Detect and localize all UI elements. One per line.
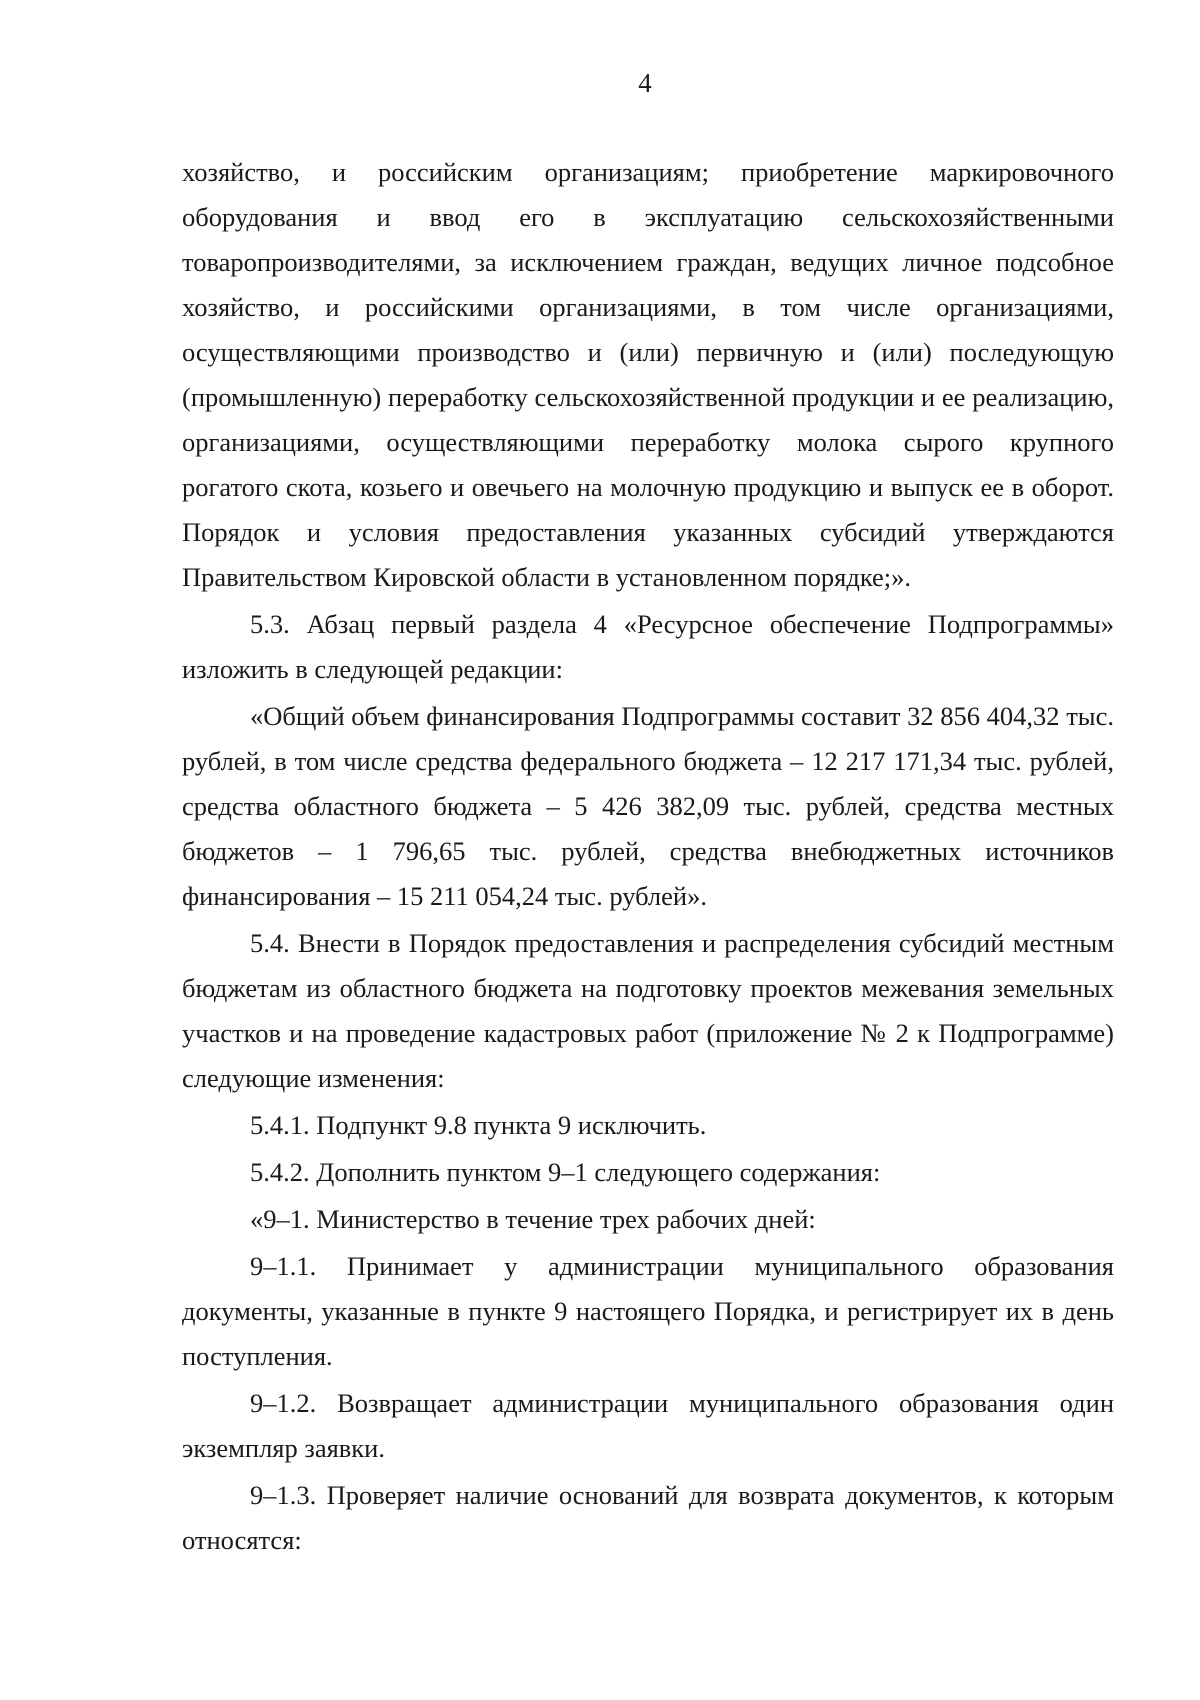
- page-number: 4: [638, 68, 652, 98]
- paragraph-5-4-1: 5.4.1. Подпункт 9.8 пункта 9 исключить.: [250, 1110, 707, 1140]
- document-body: [182, 150, 1114, 1563]
- paragraph-5-4-2: 5.4.2. Дополнить пунктом 9–1 следующего содержания:: [250, 1157, 881, 1187]
- paragraph-funding-quote: «Общий объем финансирования Подпрограммы составит 32 856 404,32 тыс. рублей, в том числе средства федерального бюджета – 12 217 171,34 тыс. рублей, средства областного бюджета – 5 426 382,09 тыс. рублей, средства местных бюджетов – 1 796,65 тыс. рублей, средства внебюджетных источников финансирования – 15 211 054,24 тыс. рублей».: [182, 701, 1114, 911]
- paragraph-5-3: 5.3. Абзац первый раздела 4 «Ресурсное обеспечение Подпрограммы» изложить в следующей редакции:: [182, 609, 1114, 684]
- paragraph-9-1-2: 9–1.2. Возвращает администрации муниципального образования один экземпляр заявки.: [182, 1388, 1114, 1463]
- paragraph-9-1: «9–1. Министерство в течение трех рабочих дней:: [250, 1204, 816, 1234]
- paragraph-9-1-1: 9–1.1. Принимает у администрации муниципального образования документы, указанные в пункте 9 настоящего Порядка, и регистрирует их в день поступления.: [182, 1251, 1114, 1371]
- paragraph-9-1-3: 9–1.3. Проверяет наличие оснований для возврата документов, к которым относятся:: [182, 1480, 1114, 1555]
- paragraph-5-4: 5.4. Внести в Порядок предоставления и распределения субсидий местным бюджетам из областного бюджета на подготовку проектов межевания земельных участков и на проведение кадастровых работ (приложение № 2 к Подпрограмме) следующие изменения:: [182, 928, 1114, 1093]
- paragraph-continuation: хозяйство, и российским организациям; приобретение маркировочного оборудования и ввод его в эксплуатацию сельскохозяйственными товаропроизводителями, за исключением граждан, ведущих личное подсобное хозяйство, и российскими организациями, в том числе организациями, осуществляющими производство и (или) первичную и (или) последующую (промышленную) переработку сельскохозяйственной продукции и ее реализацию, организациями, осуществляющими переработку молока сырого крупного рогатого скота, козьего и овечьего на молочную продукцию и выпуск ее в оборот. Порядок и условия предоставления указанных субсидий утверждаются Правительством Кировской области в установленном порядке;».: [182, 157, 1114, 592]
